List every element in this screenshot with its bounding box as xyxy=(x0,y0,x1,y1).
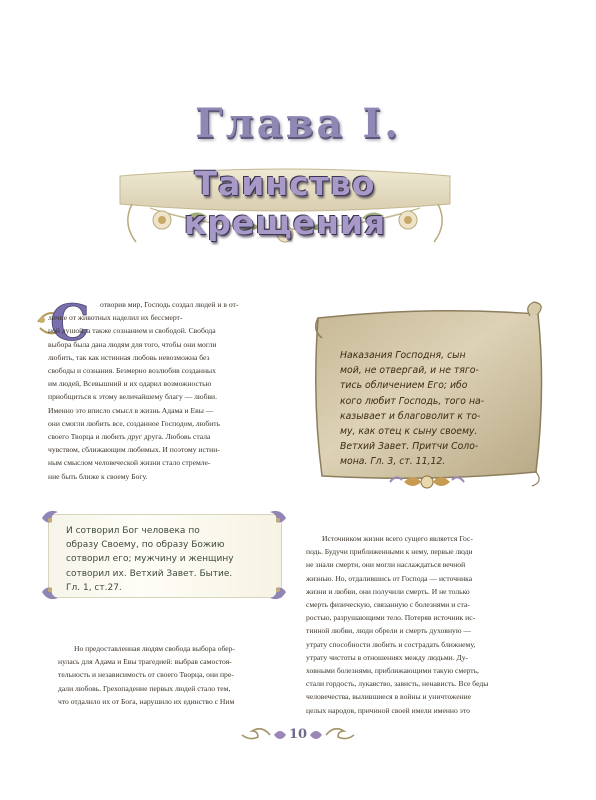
text-line: ной душой, а также сознанием и свободой. Свобода xyxy=(48,326,216,336)
text-line: не знали смерти, они могли наслаждаться вечной xyxy=(306,560,466,570)
quote-line: Ветхий Завет. Притчи Соло- xyxy=(340,441,479,453)
quote-line: сотворил его; мужчину и женщину xyxy=(66,554,234,565)
text-line: Именно это вписло смысл в жизнь Адама и Евы — xyxy=(48,405,214,415)
text-line: чувством, сближающим любимых. И поэтому истин- xyxy=(48,445,220,455)
quote-line: мой, не отвергай, и не тяго- xyxy=(340,365,479,377)
text-line: стали гордость, лукавство, зависть, ненависть. Все беды xyxy=(306,679,489,689)
text-line: что отдалило их от Бога, нарушило их единство с Ним xyxy=(58,696,235,706)
quote-line: мона. Гл. 3, ст. 11,12. xyxy=(340,456,446,468)
text-line: нулась для Адама и Евы трагедией: выбрав самостоя- xyxy=(58,657,232,667)
text-column-right xyxy=(306,532,538,717)
page-number: 10 xyxy=(288,727,308,742)
quote-line: казывает и благоволит к то- xyxy=(340,410,481,422)
text-line: утрату чистоты в отношениях между людьми. Ду- xyxy=(306,652,469,662)
text-line: ние быть ближе к своему Богу. xyxy=(48,471,148,481)
text-line: они смогли любить все, созданное Господом, любить xyxy=(48,418,221,428)
text-line: любить, так как истинная любовь невозможна без xyxy=(48,352,210,362)
text-line: жизни и любви, они получили смерть. И не только xyxy=(306,586,470,596)
parchment-quote xyxy=(340,348,530,470)
text-line: человечества, вылившиеся в войны и уничтожение xyxy=(306,692,472,702)
text-line: приобщиться к этому величайшему благу — любви. xyxy=(48,392,218,402)
text-line: тельность и независимость от своего Творца, они пре- xyxy=(58,670,234,680)
quote-line: И сотворил Бог человека по xyxy=(66,526,200,536)
text-column-left-top xyxy=(48,298,284,483)
text-line: Но предоставленная людям свобода выбора обер- xyxy=(74,644,235,653)
text-line: своего Творца и любить друг друга. Любовь стала xyxy=(48,432,211,442)
text-line: выбора была дана людям для того, чтобы они могли xyxy=(48,339,217,349)
text-line: жизнью. Но, отдалившись от Господа — источника xyxy=(306,573,473,583)
text-line: свободы и сознания. Безмерно возлюбив созданных xyxy=(48,366,216,376)
lead-line: отворив мир, Господь создал людей и в от- xyxy=(100,300,239,309)
text-line: личие от животных наделил их бессмерт- xyxy=(48,313,183,323)
text-line: подь. Будучи приближенными к нему, первые люди xyxy=(306,547,473,557)
text-line: дали любовь. Грехопадение первых людей стало тем, xyxy=(58,683,231,693)
box-quote xyxy=(66,524,274,595)
quote-line: тись обличением Его; ибо xyxy=(340,380,468,392)
text-line: утрату способности любить и сострадать ближнему, xyxy=(306,639,476,649)
quote-line: кого любит Господь, того на- xyxy=(340,395,485,407)
text-column-left-bottom xyxy=(58,642,276,708)
quote-line: му, как отец к сыну своему. xyxy=(340,426,478,438)
dropcap-letter: С xyxy=(50,293,90,348)
text-line: Источником жизни всего сущего является Гос- xyxy=(322,534,473,543)
chapter-heading: Глава I. xyxy=(194,100,401,147)
quote-line: образу Своему, по образу Божию xyxy=(66,540,225,551)
quote-line: сотворил их. Ветхий Завет. Бытие. xyxy=(66,568,233,579)
text-line: смерть физическую, связанную с болезнями и ста- xyxy=(306,600,470,610)
text-line: ховными болезнями, приближающими такую смерть, xyxy=(306,666,479,676)
text-line: ростью, разрушающими тело. Потеряв источник ис- xyxy=(306,613,476,623)
text-line: ным смыслом человеческой жизни стало стремле- xyxy=(48,458,211,468)
text-line: тинной любви, люди обрели и смерть духовную — xyxy=(306,626,471,636)
quote-line: Гл. 1, ст.27. xyxy=(66,582,122,593)
text-line: им людей, Всевышний и их одарил возможностью xyxy=(48,379,212,389)
quote-line: Наказания Господня, сын xyxy=(340,350,466,361)
chapter-title: Таинство крещения xyxy=(183,164,387,242)
text-line: целых народов, причиной своей имели именно это xyxy=(306,705,470,715)
